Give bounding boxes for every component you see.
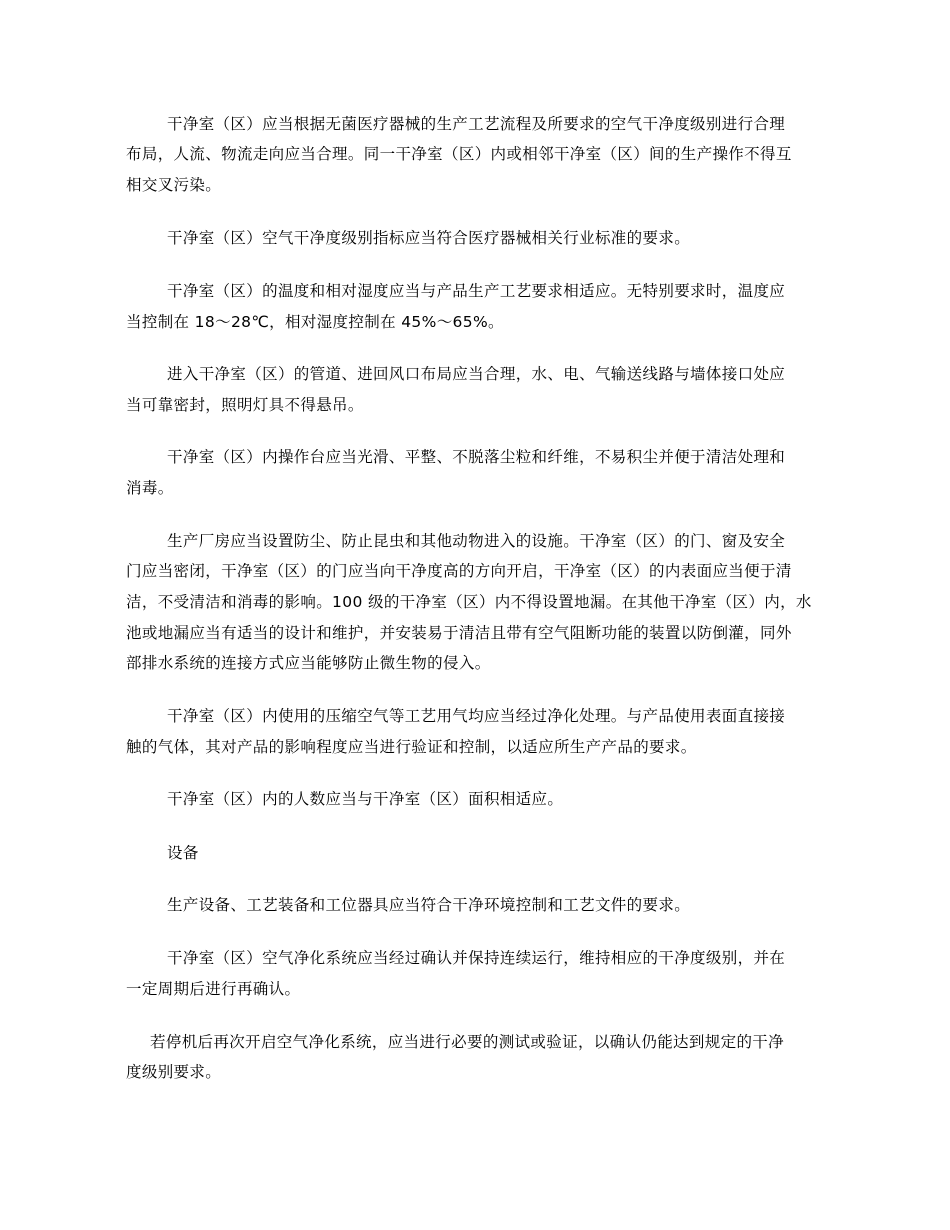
paragraph-2-line-1: 干净室（区）空气干净度级别指标应当符合医疗器械相关行业标准的要求。 bbox=[167, 229, 691, 247]
paragraph-10-line-1: 生产设备、工艺装备和工位器具应当符合干净环境控制和工艺文件的要求。 bbox=[167, 896, 691, 914]
paragraph-12-line-1: 若停机后再次开启空气净化系统，应当进行必要的测试或验证，以确认仍能达到规定的干净 bbox=[150, 1033, 785, 1051]
paragraph-7-line-1: 干净室（区）内使用的压缩空气等工艺用气均应当经过净化处理。与产品使用表面直接接 bbox=[167, 707, 786, 725]
paragraph-5-line-1: 干净室（区）内操作台应当光滑、平整、不脱落尘粒和纤维，不易积尘并便于清洁处理和 bbox=[167, 448, 786, 466]
paragraph-4-line-1: 进入干净室（区）的管道、进回风口布局应当合理，水、电、气输送线路与墙体接口处应 bbox=[167, 365, 786, 383]
paragraph-12-line-2: 度级别要求。 bbox=[126, 1063, 222, 1081]
paragraph-1-line-3: 相交叉污染。 bbox=[126, 176, 222, 194]
paragraph-6-line-5: 部排水系统的连接方式应当能够防止微生物的侵入。 bbox=[126, 654, 491, 672]
paragraph-3-line-2: 当控制在 18～28℃，相对湿度控制在 45%～65%。 bbox=[126, 313, 504, 331]
paragraph-1-line-1: 干净室（区）应当根据无菌医疗器械的生产工艺流程及所要求的空气干净度级别进行合理 bbox=[167, 115, 786, 133]
paragraph-8-line-1: 干净室（区）内的人数应当与干净室（区）面积相适应。 bbox=[167, 790, 564, 808]
paragraph-6-line-4: 池或地漏应当有适当的设计和维护，并安装易于清洁且带有空气阻断功能的装置以防倒灌，同外 bbox=[126, 624, 792, 642]
paragraph-4-line-2: 当可靠密封，照明灯具不得悬吊。 bbox=[126, 396, 364, 414]
paragraph-6-line-3: 洁，不受清洁和消毒的影响。100 级的干净室（区）内不得设置地漏。在其他干净室（区）内，水 bbox=[126, 593, 812, 611]
paragraph-11-line-1: 干净室（区）空气净化系统应当经过确认并保持连续运行，维持相应的干净度级别，并在 bbox=[167, 949, 786, 967]
paragraph-7-line-2: 触的气体，其对产品的影响程度应当进行验证和控制，以适应所生产产品的要求。 bbox=[126, 738, 697, 756]
paragraph-11-line-2: 一定周期后进行再确认。 bbox=[126, 980, 301, 998]
paragraph-1-line-2: 布局，人流、物流走向应当合理。同一干净室（区）内或相邻干净室（区）间的生产操作不得互 bbox=[126, 145, 792, 163]
paragraph-6-line-2: 门应当密闭，干净室（区）的门应当向干净度高的方向开启，干净室（区）的内表面应当便于清 bbox=[126, 562, 792, 580]
paragraph-3-line-1: 干净室（区）的温度和相对湿度应当与产品生产工艺要求相适应。无特别要求时，温度应 bbox=[167, 282, 786, 300]
paragraph-5-line-2: 消毒。 bbox=[126, 479, 174, 497]
section-heading-equipment: 设备 bbox=[167, 844, 199, 862]
paragraph-6-line-1: 生产厂房应当设置防尘、防止昆虫和其他动物进入的设施。干净室（区）的门、窗及安全 bbox=[167, 532, 786, 550]
